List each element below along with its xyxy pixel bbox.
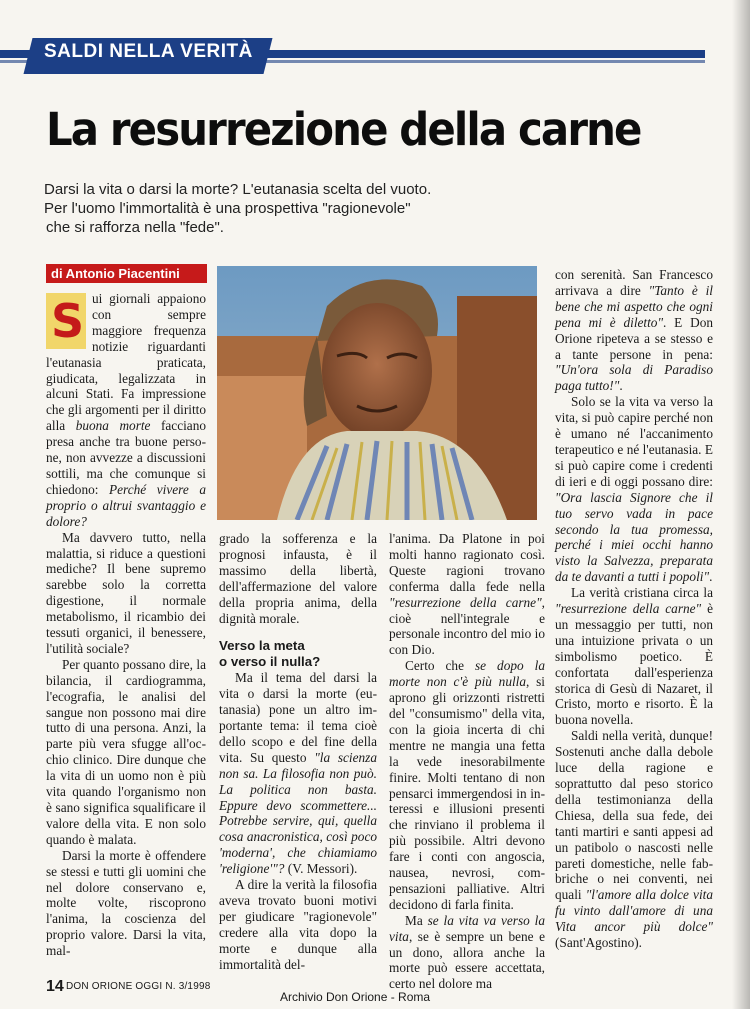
paragraph: l'anima. Da Platone in poi molti hanno ragionato così. Queste ragioni trovano conferma dalla fede nella "resurrezione della carne", cioè nell'integrale e personale incontro del mio io con Dio.: [389, 531, 545, 658]
page-number: 14: [46, 978, 64, 995]
article-column-1: [46, 291, 206, 959]
article-column-3: [389, 531, 545, 992]
photo-illustration: [217, 266, 537, 520]
subheading: Verso la meta o verso il nulla?: [219, 638, 321, 670]
paragraph: Per quanto possano dire, la bilancia, il cardiogramma, l'ecografia, le analisi del sangue non possono mai dire tutto di una persona. Anzi, la parte più vera sfugge all'occhio clinico. Dire dunque che la vita di un uomo non è più vita quando l'organismo non è sano significa squalificare il valore della vita. E non solo quando è malata.: [46, 656, 206, 847]
paragraph: Saldi nella verità, dunque! Sostenuti anche dalla debole luce della ragione e soprattutto dal peso storico della testimonianza della Chiesa, della sua fede, dei tanti martiri e santi appesi ad un patibolo o nascosti nelle pareti domestiche, nelle fabbriche o nei conventi, nei quali "l'amore alla dolce vita fu vinto dall'amore di una Vita ancor più dolce" (Sant'Agostino).: [555, 728, 713, 951]
article-subtitle: [44, 180, 464, 237]
article-column-4: [555, 267, 713, 951]
paragraph: grado la sofferenza e la prognosi infausta, è il massimo della libertà, dell'affermazione del valore della propria anima, della dignità morale.: [219, 531, 377, 626]
subtitle-line: Per l'uomo l'immortalità è una prospettiva "ragionevole": [44, 200, 411, 217]
paragraph: La verità cristiana circa la "resurrezione della carne" è un messaggio per tutti, non una intuizione privata o un simbolismo poetico. È confortata dall'esperienza storica di Gesù di Nazaret, il Cristo, morto e risorto. È la buona novella.: [555, 585, 713, 728]
section-label: SALDI NELLA VERITÀ: [44, 41, 253, 62]
paragraph: Ma se la vita va verso la vita, se è sempre un bene e un dono, allora anche la morte può essere accettata, certo nel dolore ma: [389, 912, 545, 992]
subtitle-line: Darsi la vita o darsi la morte? L'eutanasia scelta del vuoto.: [44, 181, 432, 198]
paragraph: Ma il tema del darsi la vita o darsi la morte (eutanasia) pone un altro importante tema: il tema cioè dello scopo e del fine della vita. Su questo "la scienza non sa. La filosofia non può. La politica non basta. Eppure devo scommettere... Potrebbe servire, qui, quella cosa anacronistica, così poco 'moderna', che chiamiamo 'religione'"? (V. Messori).: [219, 670, 377, 877]
paragraph: Darsi la morte è offendere se stessi e tutti gli uomini che nel dolore conservano e, molte volte, riscoprono l'anima, la coscienza del proprio valore. Darsi la vita, mal-: [46, 847, 206, 959]
paragraph: Certo che se dopo la morte non c'è più nulla, si aprono gli orizzonti ristretti del "consumismo" della vita, con la gioia incerta di chi mentre ne mangia una fetta la vede inesorabilmente finire. Molti tentano di non pensarci immergendosi in interessi e illusioni presenti che rinviano il problema il più possibile. Altri devono fare i conti con angoscia, nausea, nevrosi, compensazioni palliative. Altri decidono di farla finita.: [389, 658, 545, 912]
paragraph: A dire la verità la filosofia aveva trovato buoni motivi per giudicare "ragionevole" credere alla vita dopo la morte e dunque alla immortalità del-: [219, 877, 377, 972]
archive-credit: Archivio Don Orione - Roma: [280, 990, 431, 1004]
article-title: La resurrezione della carne: [46, 103, 641, 156]
magazine-issue: DON ORIONE OGGI N. 3/1998: [66, 981, 211, 992]
dropcap-letter: S: [51, 294, 85, 348]
subtitle-line: che si rafforza nella "fede".: [46, 219, 224, 236]
page-edge-shadow: [732, 0, 750, 1009]
paragraph: Ma davvero tutto, nella malattia, si riduce a questioni mediche? Il bene supremo sarebbe solo la corretta digestione, il normale metabolismo, il ricambio dei tessuti organici, il benessere, l'utilità sociale?: [46, 529, 206, 656]
article-photo: [217, 266, 537, 520]
paragraph: ui giornali appaiono con sempre maggiore frequenza notizie riguardanti l'eutanasia praticata, giudicata, legalizzata in alcuni Stati. Fa impressione che gli argomenti per il diritto alla buona morte facciano presa anche tra buone persone, non avvezze a discussioni sottili, ma che comunque si chiedono: Perché vivere a proprio o altrui svantaggio e dolore?: [46, 291, 206, 529]
dropcap-box: [46, 293, 86, 349]
paragraph: con serenità. San Francesco arrivava a dire "Tanto è il bene che mi aspetto che ogni pena mi è diletto". E Don Orione ripeteva a se stesso e a tante persone in pena: "Un'ora sola di Paradiso paga tutto!".: [555, 267, 713, 394]
article-column-2: [219, 531, 377, 972]
paragraph: Solo se la vita va verso la vita, si può capire perché non è umano né l'accanimento terapeutico e né l'eutanasia. E si può capire come i credenti di ieri e di oggi possano dire: "Ora lascia Signore che il tuo servo vada in pace secondo la tua promessa, perché i miei occhi hanno visto la Salvezza, preparata da te davanti a tutti i popoli".: [555, 394, 713, 585]
author-byline: di Antonio Piacentini: [46, 264, 207, 283]
